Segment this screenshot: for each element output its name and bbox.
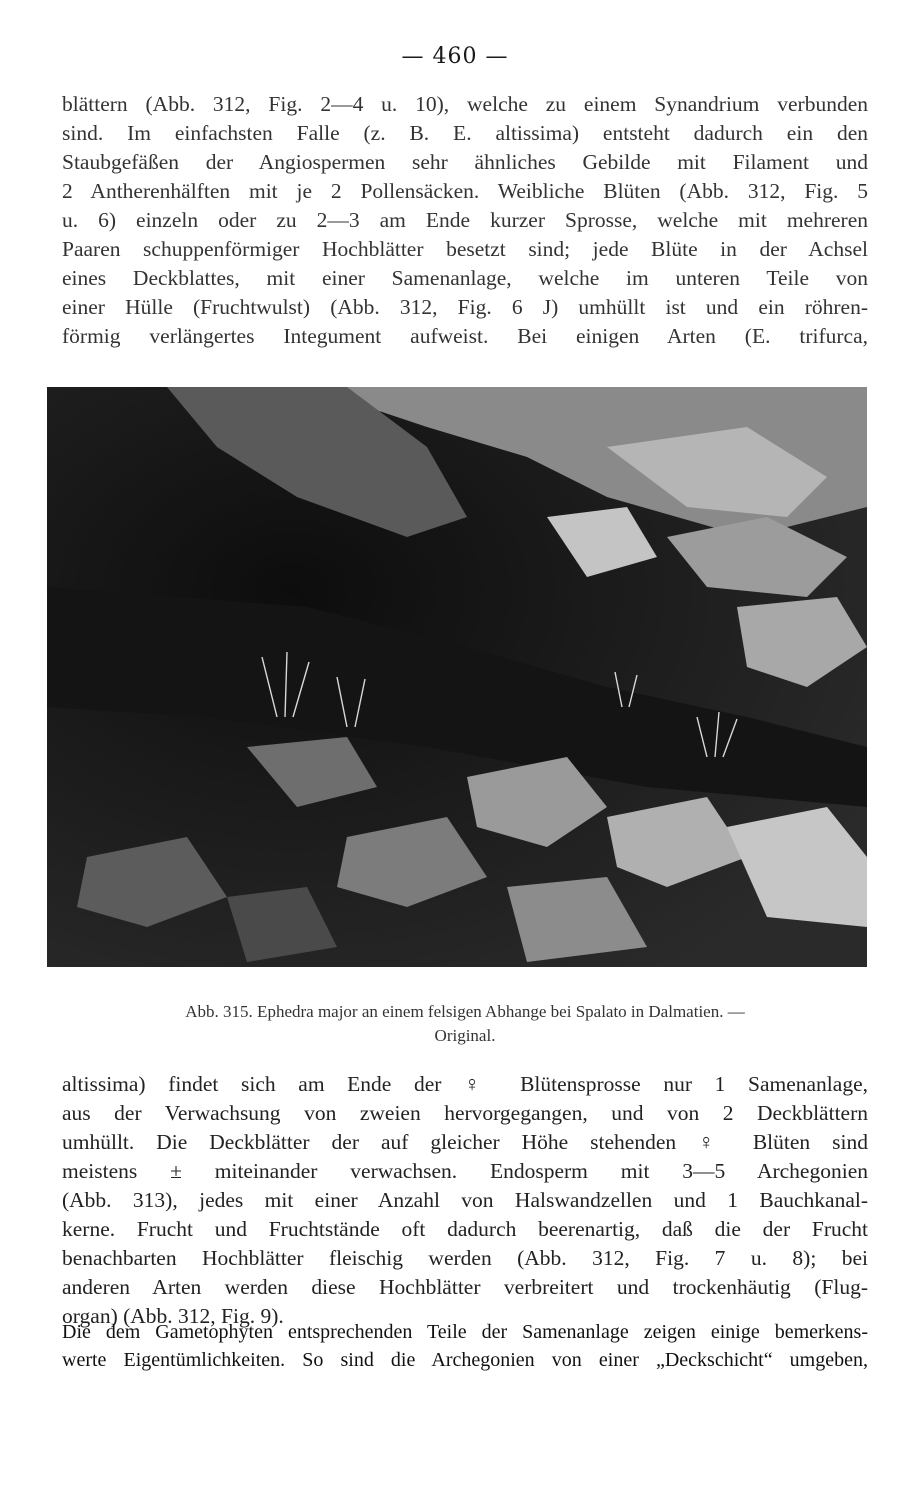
text-line: werte Eigentümlichkeiten. So sind die Archegonien von einer „Deckschicht“ umgeben,	[62, 1349, 868, 1371]
caption-line: Abb. 315. Ephedra major an einem felsigen Abhange bei Spalato in Dalmatien. —	[185, 1002, 745, 1021]
text-line: organ) (Abb. 312, Fig. 9).	[62, 1304, 284, 1328]
text-line: aus der Verwachsung von zweien hervorgegangen, und von 2 Deckblättern	[62, 1101, 868, 1125]
paragraph-top	[62, 90, 868, 351]
text-line: eines Deckblattes, mit einer Samenanlage, welche im unteren Teile von	[62, 266, 868, 290]
text-line: anderen Arten werden diese Hochblätter verbreitert und trockenhäutig (Flug-	[62, 1275, 868, 1299]
figure-caption	[70, 1000, 860, 1048]
text-line: benachbarten Hochblätter fleischig werden (Abb. 312, Fig. 7 u. 8); bei	[62, 1246, 868, 1270]
text-line: meistens ± miteinander verwachsen. Endosperm mit 3—5 Archegonien	[62, 1159, 868, 1183]
text-line: Staubgefäßen der Angiospermen sehr ähnliches Gebilde mit Filament und	[62, 150, 868, 174]
text-line: umhüllt. Die Deckblätter der auf gleicher Höhe stehenden ♀ Blüten sind	[62, 1130, 868, 1154]
text-line: kerne. Frucht und Fruchtstände oft dadurch beerenartig, daß die der Frucht	[62, 1217, 868, 1241]
text-line: Die dem Gametophyten entsprechenden Teile der Samenanlage zeigen einige bemerkens-	[62, 1321, 868, 1343]
text-line: blättern (Abb. 312, Fig. 2—4 u. 10), welche zu einem Synandrium verbunden	[62, 92, 868, 116]
text-line: 2 Antherenhälften mit je 2 Pollensäcken. Weibliche Blüten (Abb. 312, Fig. 5	[62, 179, 868, 203]
text-line: förmig verlängertes Integument aufweist. Bei einigen Arten (E. trifurca,	[62, 324, 868, 348]
photo-figure	[47, 387, 867, 967]
paragraph-final	[62, 1318, 868, 1374]
text-line: altissima) findet sich am Ende der ♀ Blütensprosse nur 1 Samenanlage,	[62, 1072, 868, 1096]
text-line: Paaren schuppenförmiger Hochblätter besetzt sind; jede Blüte in der Achsel	[62, 237, 868, 261]
paragraph-bottom	[62, 1070, 868, 1331]
text-line: sind. Im einfachsten Falle (z. B. E. altissima) entsteht dadurch ein den	[62, 121, 868, 145]
rocky-slope-photo	[47, 387, 867, 967]
page-number: — 460 —	[401, 44, 509, 69]
text-line: u. 6) einzeln oder zu 2—3 am Ende kurzer Sprosse, welche mit mehreren	[62, 208, 868, 232]
text-line: einer Hülle (Fruchtwulst) (Abb. 312, Fig. 6 J) umhüllt ist und ein röhren-	[62, 295, 868, 319]
caption-line: Original.	[434, 1026, 496, 1045]
text-line: (Abb. 313), jedes mit einer Anzahl von Halswandzellen und 1 Bauchkanal-	[62, 1188, 868, 1212]
